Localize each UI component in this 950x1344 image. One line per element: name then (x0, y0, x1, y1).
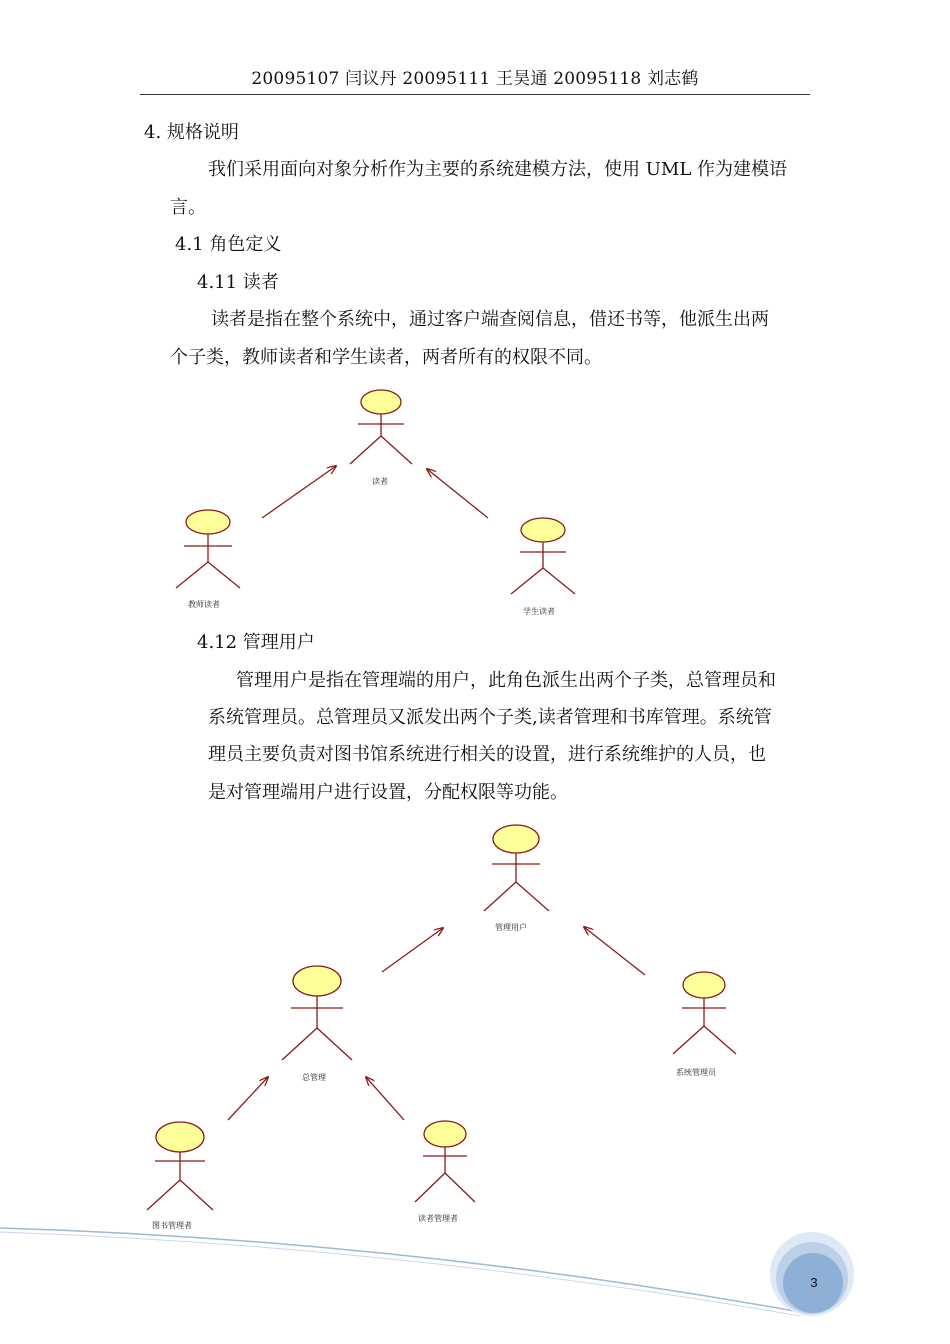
generalization-arrow-student (427, 469, 488, 518)
actor-reader-figure (350, 390, 412, 464)
section-4-paragraph-line-2: 言。 (170, 197, 206, 218)
section-4-12-heading: 4.12 管理用户 (197, 632, 315, 653)
generalization-arrow-system-admin (584, 927, 645, 975)
label-library-admin: 图书管理者 (152, 1221, 192, 1230)
actor-reader-admin-figure (415, 1121, 475, 1202)
generalization-arrow-reader-admin (366, 1077, 404, 1120)
section-4-1-heading: 4.1 角色定义 (175, 234, 282, 255)
admin-paragraph-line-4: 是对管理端用户进行设置，分配权限等功能。 (208, 782, 568, 803)
reader-paragraph-line-1: 读者是指在整个系统中，通过客户端查阅信息，借还书等，他派生出两 (211, 309, 769, 330)
admin-paragraph-line-2: 系统管理员。总管理员又派发出两个子类,读者管理和书库管理。系统管 (208, 707, 772, 728)
section-4-11-heading: 4.11 读者 (197, 272, 279, 293)
label-system-admin: 系统管理员 (676, 1068, 716, 1077)
footer-swoosh (0, 1228, 800, 1312)
label-admin-user: 管理用户 (495, 923, 527, 932)
page-number-badge (770, 1232, 854, 1316)
footer-swoosh-2 (0, 1232, 800, 1316)
admin-paragraph-line-1: 管理用户是指在管理端的用户，此角色派生出两个子类，总管理员和 (236, 670, 776, 691)
generalization-arrow-general-admin (382, 928, 443, 972)
actor-student-reader-figure (511, 518, 575, 594)
actor-teacher-reader-figure (176, 510, 240, 588)
actor-admin-user-figure (484, 825, 549, 911)
label-reader: 读者 (372, 477, 388, 486)
label-student-reader: 学生读者 (523, 607, 555, 616)
actor-library-admin-figure (147, 1122, 213, 1210)
reader-paragraph-line-2: 个子类，教师读者和学生读者，两者所有的权限不同。 (170, 347, 602, 368)
section-4-paragraph-line-1: 我们采用面向对象分析作为主要的系统建模方法，使用 UML 作为建模语 (208, 159, 787, 180)
generalization-arrow-teacher (262, 466, 336, 518)
generalization-arrow-library-admin (228, 1077, 268, 1120)
label-general-admin: 总管理 (302, 1073, 326, 1082)
page-header: 20095107 闫议丹 20095111 王昊通 20095118 刘志鹤 (251, 69, 699, 89)
page-number: 3 (810, 1275, 818, 1290)
label-teacher-reader: 教师读者 (188, 600, 220, 609)
label-reader-admin: 读者管理者 (418, 1214, 458, 1223)
actor-general-admin-figure (282, 966, 352, 1060)
admin-paragraph-line-3: 理员主要负责对图书馆系统进行相关的设置，进行系统维护的人员，也 (208, 744, 766, 765)
actor-system-admin-figure (673, 972, 736, 1054)
section-4-heading: 4. 规格说明 (144, 122, 239, 143)
